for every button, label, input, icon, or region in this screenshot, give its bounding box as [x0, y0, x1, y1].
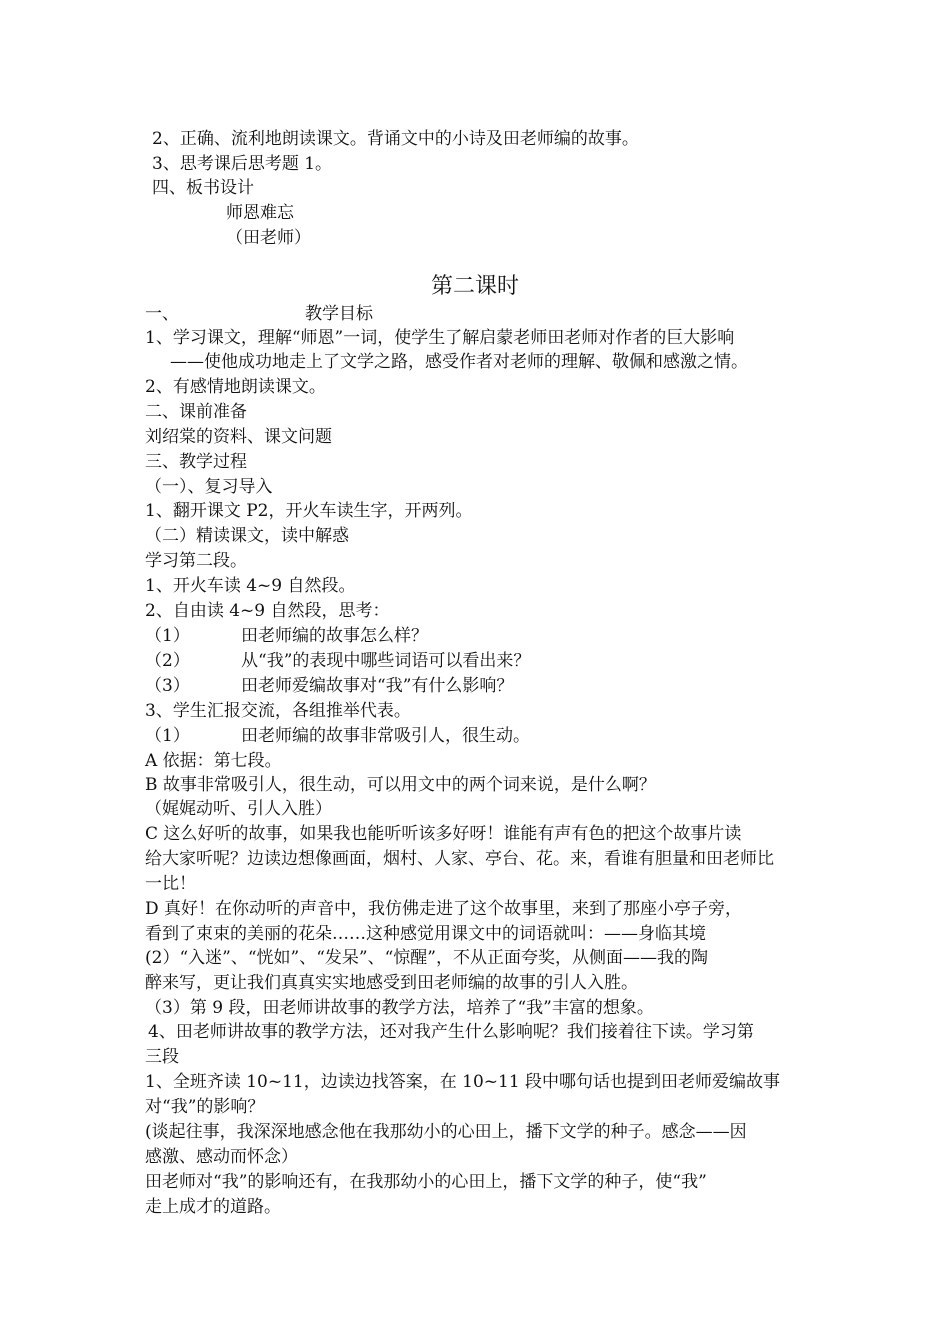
section-heading-goals	[145, 302, 373, 326]
paragraph-item: 4、田老师讲故事的教学方法，还对我产生什么影响呢？我们接着往下读。学习第	[148, 1022, 754, 1042]
question-3	[145, 674, 513, 698]
section-heading-board: 四、板书设计	[152, 178, 254, 198]
paragraph-item: 2、自由读 4~9 自然段，思考：	[145, 601, 390, 621]
question-number: （2）	[145, 651, 190, 671]
answer-number: （1）	[145, 726, 190, 746]
paragraph-item: 看到了束束的美丽的花朵……这种感觉用课文中的词语就叫：——身临其境	[145, 924, 706, 944]
paragraph-item: （娓娓动听、引人入胜）	[145, 799, 332, 819]
step-1-text: 1、翻开课文 P2，开火车读生字，开两列。	[145, 501, 473, 521]
answer-text: 田老师编的故事非常吸引人，很生动。	[241, 726, 530, 746]
objective-2: 2、正确、流利地朗读课文。背诵文中的小诗及田老师编的故事。	[152, 129, 639, 149]
paragraph-item: 三段	[145, 1047, 179, 1067]
question-2	[145, 649, 530, 673]
question-1	[145, 624, 428, 648]
heading-number: 一、	[145, 304, 179, 324]
step-2-text: 学习第二段。	[145, 551, 247, 571]
question-number: （3）	[145, 676, 190, 696]
paragraph-item: 一比！	[145, 874, 196, 894]
heading-text: 教学目标	[305, 304, 373, 324]
paragraph-item: 1、开火车读 4~9 自然段。	[145, 576, 356, 596]
question-number: （1）	[145, 626, 190, 646]
paragraph-item: 田老师对“我”的影响还有，在我那幼小的心田上，播下文学的种子，使“我”	[145, 1172, 707, 1192]
page-title: 第二课时	[430, 274, 519, 299]
section-heading-prep: 二、课前准备	[145, 402, 247, 422]
paragraph-item: 3、学生汇报交流，各组推举代表。	[145, 701, 411, 721]
objective-3: 3、思考课后思考题 1。	[152, 154, 333, 174]
paragraph-item: （3）第 9 段，田老师讲故事的教学方法，培养了“我”丰富的想象。	[145, 998, 654, 1018]
paragraph-item: 醉来写，更让我们真真实实地感受到田老师编的故事的引人入胜。	[145, 973, 638, 993]
question-text: 田老师爱编故事对“我”有什么影响？	[241, 676, 514, 696]
paragraph-item: 走上成才的道路。	[145, 1197, 281, 1217]
question-text: 田老师编的故事怎么样？	[241, 626, 428, 646]
section-heading-process: 三、教学过程	[145, 452, 247, 472]
paragraph-item: 给大家听呢？边读边想像画面，烟村、人家、亭台、花。来，看谁有胆量和田老师比	[145, 849, 774, 869]
step-2-heading: （二）精读课文，读中解惑	[145, 526, 349, 546]
paragraph-item: 对“我”的影响？	[145, 1097, 265, 1117]
goal-1-line-2: ——使他成功地走上了文学之路，感受作者对老师的理解、敬佩和感激之情。	[170, 352, 748, 372]
paragraph-item: (谈起往事，我深深地感念他在我那幼小的心田上，播下文学的种子。感念——因	[145, 1122, 747, 1142]
paragraph-item: D 真好！在你动听的声音中，我仿佛走进了这个故事里，来到了那座小亭子旁，	[145, 899, 743, 919]
goal-1-line-1: 1、学习课文，理解“师恩”一词，使学生了解启蒙老师田老师对作者的巨大影响	[145, 328, 735, 348]
board-subtitle: （田老师）	[226, 228, 311, 248]
goal-2: 2、有感情地朗读课文。	[145, 377, 326, 397]
paragraph-item: 感激、感动而怀念）	[145, 1147, 298, 1167]
step-1-heading: （一）、复习导入	[145, 477, 273, 497]
paragraph-item: (2）“入迷”、“恍如”、“发呆”、“惊醒”，不从正面夸奖，从侧面——我的陶	[145, 948, 708, 968]
paragraph-item: A 依据：第七段。	[145, 751, 282, 771]
paragraph-item: C 这么好听的故事，如果我也能听听该多好呀！谁能有声有色的把这个故事片读	[145, 824, 742, 844]
answer-1	[145, 724, 530, 748]
board-title: 师恩难忘	[226, 203, 294, 223]
prep-text: 刘绍棠的资料、课文问题	[145, 427, 332, 447]
question-text: 从“我”的表现中哪些词语可以看出来？	[241, 651, 531, 671]
paragraph-item: 1、全班齐读 10~11，边读边找答案，在 10~11 段中哪句话也提到田老师爱编故事	[145, 1072, 781, 1092]
paragraph-item: B 故事非常吸引人，很生动，可以用文中的两个词来说，是什么啊？	[145, 775, 656, 795]
